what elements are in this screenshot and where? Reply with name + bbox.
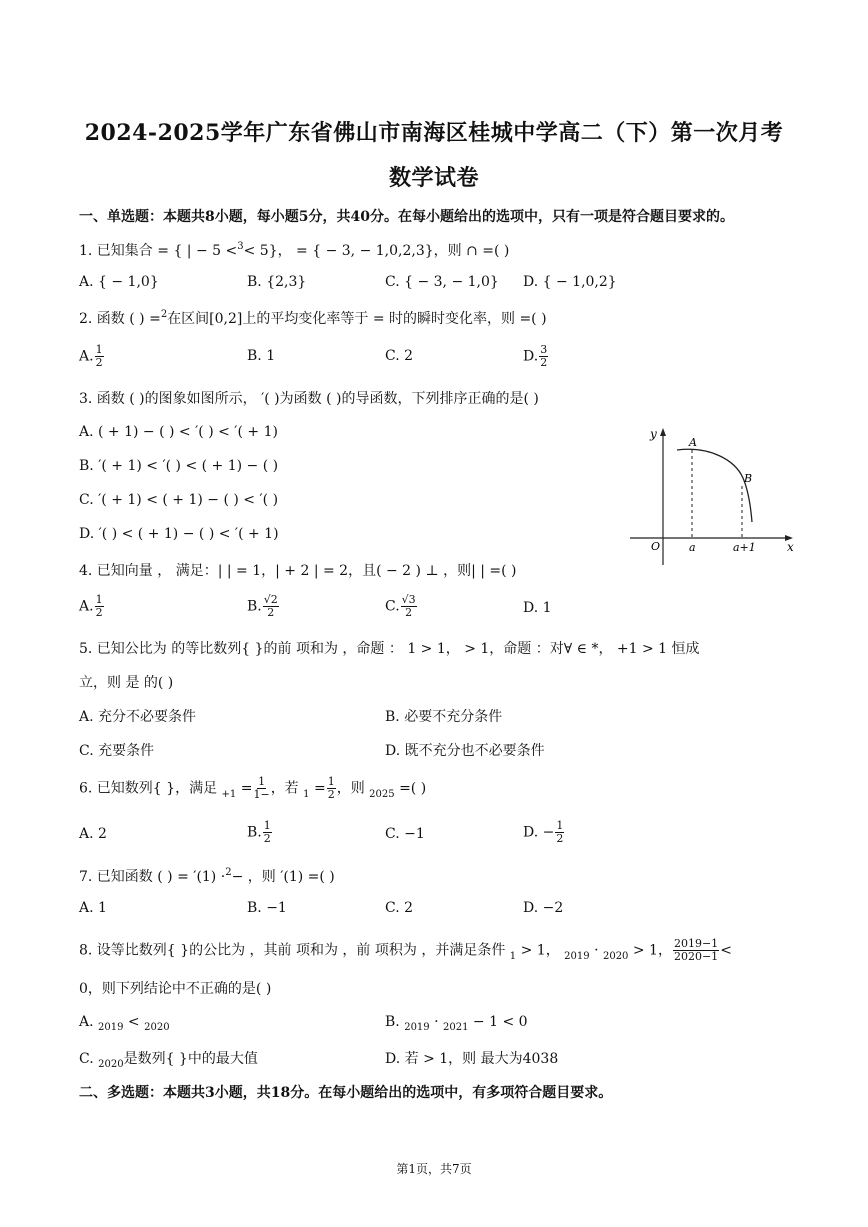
q5-option-c: C. 充要条件 xyxy=(79,743,155,759)
q7-option-a: A. 1 xyxy=(79,900,107,916)
q7-option-b: B. −1 xyxy=(247,900,287,916)
exam-title-line1: 2024-2025学年广东省佛山市南海区桂城中学高二（下）第一次月考 xyxy=(84,120,784,146)
q1-option-b: B. {2,3} xyxy=(247,274,307,290)
question-5-stem-line2: 立，则 是 的( ) xyxy=(79,675,174,691)
q2-option-b: B. 1 xyxy=(247,348,276,364)
graph-curve xyxy=(677,449,752,522)
graph-label-a1: a+1 xyxy=(733,541,756,554)
q8-option-c: C. $_{2020}$是数列{ }中的最大值 xyxy=(79,1051,258,1070)
q8-option-b: B. $_{2019}$ · $_{2021}$ − 1 < 0 xyxy=(385,1014,528,1033)
q6-option-c: C. −1 xyxy=(385,826,425,842)
graph-label-y: y xyxy=(650,427,657,441)
question-4-stem: 4. 已知向量 ， 满足：| | = 1，| + 2 | = 2，且( − 2 ) ⊥ ，则| | =( ) xyxy=(79,563,517,579)
q1-option-a: A. { − 1,0} xyxy=(79,274,159,290)
graph-label-a: a xyxy=(689,541,696,554)
q4-option-c: C. $\frac{√3}{2}$ xyxy=(385,593,416,619)
q2-option-d: D. $\frac{3}{2}$ xyxy=(523,343,548,369)
q6-option-b: B. $\frac{1}{2}$ xyxy=(247,819,271,845)
question-5-stem-line1: 5. 已知公比为 的等比数列{ }的前 项和为 ，命题 ： 1 > 1， > 1，命题 ：对∀ ∈ *， +1 > 1 恒成 xyxy=(79,641,700,657)
graph-label-point-b: B xyxy=(744,472,753,485)
graph-label-x: x xyxy=(787,540,794,554)
question-8-stem-line1: 8. 设等比数列{ }的公比为 ，其前 项和为 ，前 项积为 ，并满足条件 $_1$ > 1， $_{2019}$ · $_{2020}$ > 1， $\frac{2019-1}{2020-1}$ < xyxy=(79,937,732,963)
question-1-stem: 1. 已知集合 = { | − 5 <$^3$< 5}， = { − 3, − 1,0,2,3}，则 ∩ =( ) xyxy=(79,241,510,259)
exam-title-line2: 数学试卷 xyxy=(388,165,479,191)
section-multiple-choice: 二、多选题：本题共3小题，共18分。在每小题给出的选项中，有多项符合题目要求。 xyxy=(79,1085,613,1101)
q1-option-c: C. { − 3, − 1,0} xyxy=(385,274,499,290)
q6-option-a: A. 2 xyxy=(79,826,107,842)
q5-option-d: D. 既不充分也不必要条件 xyxy=(385,743,545,759)
question-3-stem: 3. 函数 ( )的图象如图所示， ′( )为函数 ( )的导函数，下列排序正确的是( ) xyxy=(79,391,539,407)
q5-option-b: B. 必要不充分条件 xyxy=(385,709,503,725)
graph-label-o: O xyxy=(651,540,661,553)
q8-option-a: A. $_{2019}$ < $_{2020}$ xyxy=(79,1014,170,1033)
q1-option-d: D. { − 1,0,2} xyxy=(523,274,617,290)
q7-option-d: D. −2 xyxy=(523,900,564,916)
question-2-stem: 2. 函数 ( ) =$^2$在区间[0,2]上的平均变化率等于 = 时的瞬时变化率，则 =( ) xyxy=(79,309,547,327)
q4-option-a: A. $\frac{1}{2}$ xyxy=(79,593,103,619)
question-6-stem: 6. 已知数列{ }，满足 $_{+1}$ = $\frac{1}{1-}$ ，若 $_1$ = $\frac{1}{2}$ ，则 $_{2025}$ =( ) xyxy=(79,775,427,801)
q3-option-b: B. ′( + 1) < ′( ) < ( + 1) − ( ) xyxy=(79,458,279,474)
section-single-choice: 一、单选题：本题共8小题，每小题5分，共40分。在每小题给出的选项中，只有一项是符合题目要求的。 xyxy=(79,209,734,225)
graph-label-point-a: A xyxy=(689,436,697,449)
page-footer: 第1页，共7页 xyxy=(396,1162,472,1176)
q3-option-d: D. ′( ) < ( + 1) − ( ) < ′( + 1) xyxy=(79,526,279,542)
q4-option-d: D. 1 xyxy=(523,600,552,616)
question-8-stem-line2: 0，则下列结论中不正确的是( ) xyxy=(79,981,272,997)
q6-option-d: D. − $\frac{1}{2}$ xyxy=(523,819,564,845)
q8-option-d: D. 若 > 1，则 最大为4038 xyxy=(385,1051,559,1067)
q7-option-c: C. 2 xyxy=(385,900,414,916)
q4-option-b: B. $\frac{√2}{2}$ xyxy=(247,593,278,619)
q5-option-a: A. 充分不必要条件 xyxy=(79,709,197,725)
q2-option-c: C. 2 xyxy=(385,348,414,364)
question-7-stem: 7. 已知函数 ( ) = ′(1) ·$^2$− ，则 ′(1) =( ) xyxy=(79,867,335,885)
q3-option-a: A. ( + 1) − ( ) < ′( ) < ′( + 1) xyxy=(79,424,278,440)
q3-option-c: C. ′( + 1) < ( + 1) − ( ) < ′( ) xyxy=(79,492,279,508)
graph-y-arrow xyxy=(660,428,666,436)
q3-function-graph xyxy=(625,420,800,570)
q2-option-a: A. $\frac{1}{2}$ xyxy=(79,343,103,369)
